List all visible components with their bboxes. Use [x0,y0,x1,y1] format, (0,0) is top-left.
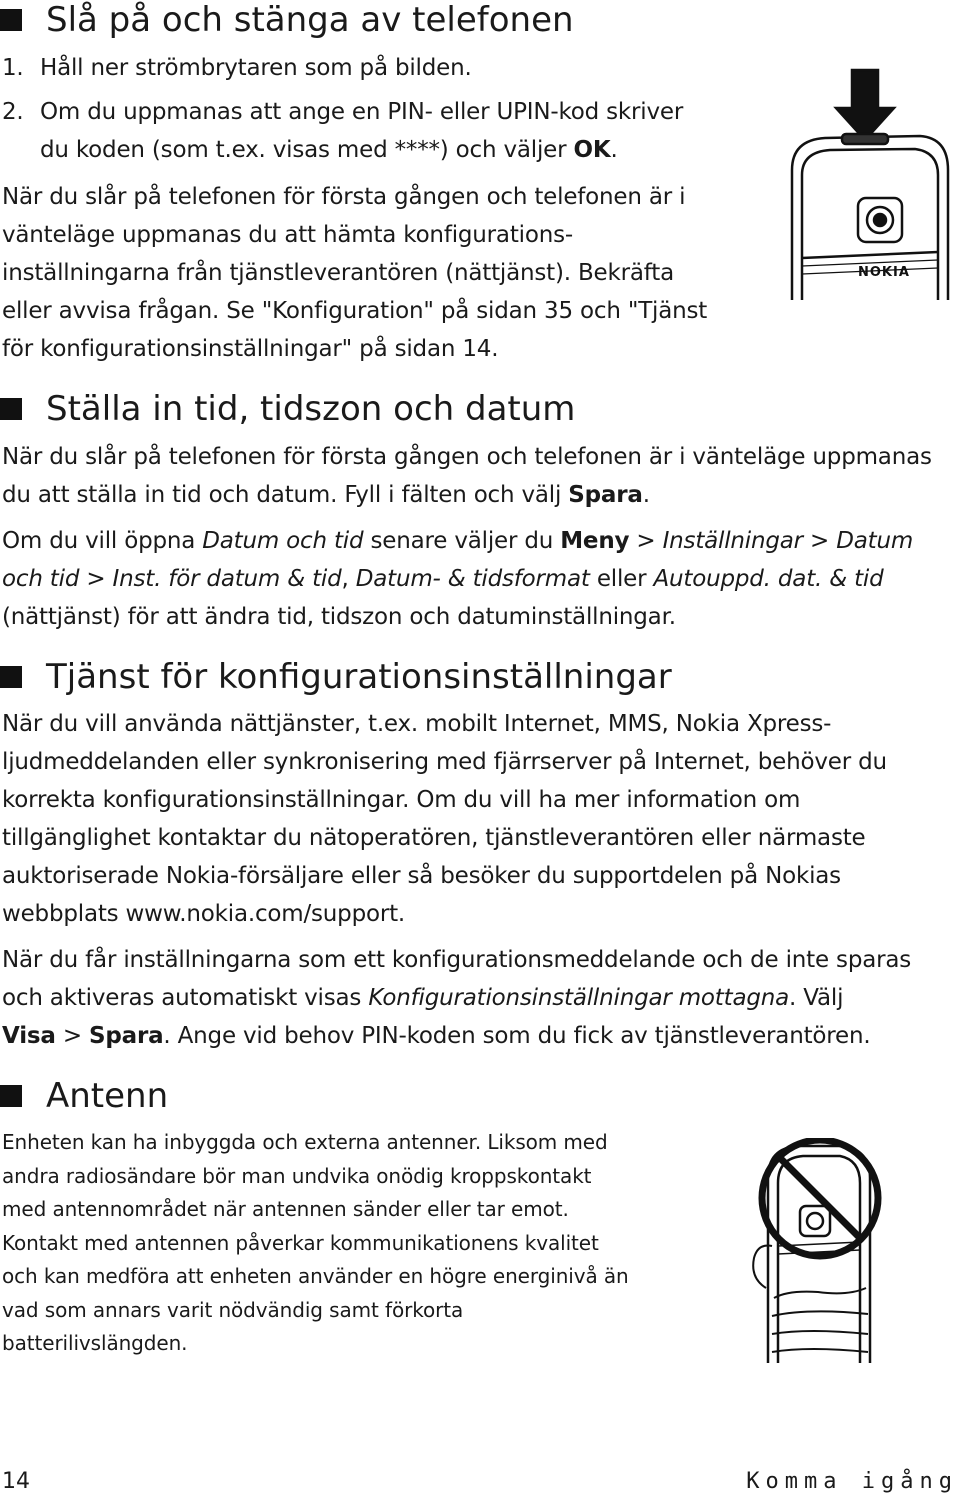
page-number: 14 [2,1469,30,1494]
spara-label: Spara [89,1023,164,1049]
period: . [642,482,650,508]
separator: > [55,1023,89,1049]
antenna-no-touch-figure [748,1138,888,1368]
line: och kan medföra att enheten använder en högre energinivå än [2,1264,629,1288]
text: . Ange vid behov PIN-koden som du fick av tjänstleverantören. [163,1023,871,1049]
section-heading-time [0,389,575,429]
config-paragraph-2 [2,941,911,1055]
menu-item-datum-och-tid: Datum och tid [202,528,364,554]
line: (nättjänst) för att ändra tid, tidszon och datuminställningar. [2,604,676,630]
heading-text: Slå på och stänga av telefonen [46,0,574,40]
visa-label: Visa [2,1023,56,1049]
spara-label: Spara [568,482,643,508]
line: du att ställa in tid och datum. Fyll i fälten och välj [2,482,569,508]
line: eller avvisa frågan. Se "Konfiguration" på sidan 35 och "Tjänst [2,298,708,324]
separator: > [802,528,837,554]
step-text-line2 [2,131,683,169]
line: andra radiosändare bör man undvika onödig kroppskontakt [2,1163,592,1188]
message-konfig-mottagna: Konfigurationsinställningar mottagna [368,985,790,1011]
text: och aktiveras automatiskt visas [2,985,369,1011]
separator: > [629,528,663,554]
line: med antennområdet när antennen sänder eller tar emot. [2,1197,569,1221]
step2-text: du koden (som t.ex. visas med ****) och väljer [40,137,574,163]
heading-text: Antenn [46,1076,169,1116]
text: . Välj [789,985,844,1011]
line: När du får inställningarna som ett konfigurationsmeddelande och de inte sparas [2,947,912,973]
section-heading-config [0,657,672,697]
text: Om du vill öppna [2,528,203,554]
section-heading-antenna [0,1076,168,1116]
time-paragraph-1 [2,438,932,514]
heading-text: Tjänst för konfigurationsinställningar [46,657,672,697]
step-number: 2. [2,99,24,125]
chapter-title: Komma igång [746,1469,958,1494]
line: auktoriserade Nokia-försäljare eller så besöker du supportdelen på Nokias [2,863,841,889]
heading-bullet-square [0,9,22,31]
menu-item-datum-tidsformat: Datum- & tidsformat [355,566,590,592]
step-text: Håll ner strömbrytaren som på bilden. [40,55,472,81]
antenna-paragraph [2,1126,629,1361]
heading-bullet-square [0,398,22,420]
line: vad som annars varit nödvändig samt förkorta [2,1297,464,1322]
period: . [610,137,618,163]
line: inställningarna från tjänstleverantören (nättjänst). Bekräfta [2,260,674,286]
text: senare väljer du [363,528,561,554]
step-text-line1: Om du uppmanas att ange en PIN- eller UPIN-kod skriver [40,99,684,125]
separator: , [341,566,356,592]
line: Kontakt med antennen påverkar kommunikationens kvalitet [2,1230,599,1255]
meny-label: Meny [560,528,630,554]
section-heading-power [0,0,574,40]
time-paragraph-2 [2,522,913,636]
line: korrekta konfigurationsinställningar. Om du vill ha mer information om [2,787,801,813]
line: Enheten kan ha inbyggda och externa antenner. Liksom med [2,1130,608,1154]
line: När du slår på telefonen för första gången och telefonen är i vänteläge uppmanas [2,444,932,470]
line: vänteläge uppmanas du att hämta konfigurations- [2,222,573,248]
step-1 [2,49,472,87]
separator: > [79,566,113,592]
menu-item-datum: Datum [836,528,914,554]
power-paragraph [2,178,707,368]
menu-item-installningar: Inställningar [662,528,803,554]
menu-item-och-tid: och tid [2,566,80,592]
config-paragraph-1 [2,705,887,933]
menu-item-inst-datum-tid: Inst. för datum & tid [112,566,342,592]
heading-text: Ställa in tid, tidszon och datum [46,389,576,429]
ok-softkey-label: OK [573,137,611,163]
step-2 [2,93,683,169]
heading-bullet-square [0,1085,22,1107]
menu-item-autouppd: Autouppd. dat. & tid [653,566,884,592]
line: batterilivslängden. [2,1331,188,1355]
line: När du vill använda nättjänster, t.ex. mobilt Internet, MMS, Nokia Xpress- [2,711,832,737]
step-number: 1. [2,55,24,81]
nokia-brand-text: NOKIA [858,265,910,280]
line: När du slår på telefonen för första gången och telefonen är i [2,184,686,210]
line: för konfigurationsinställningar" på sidan 14. [2,336,499,362]
line: tillgänglighet kontaktar du nätoperatören, tjänstleverantören eller närmaste [2,825,866,851]
text: eller [589,566,654,592]
line: ljudmeddelanden eller synkronisering med fjärrserver på Internet, behöver du [2,749,887,775]
phone-power-key-figure [780,60,960,310]
heading-bullet-square [0,666,22,688]
line: webbplats www.nokia.com/support. [2,901,406,927]
